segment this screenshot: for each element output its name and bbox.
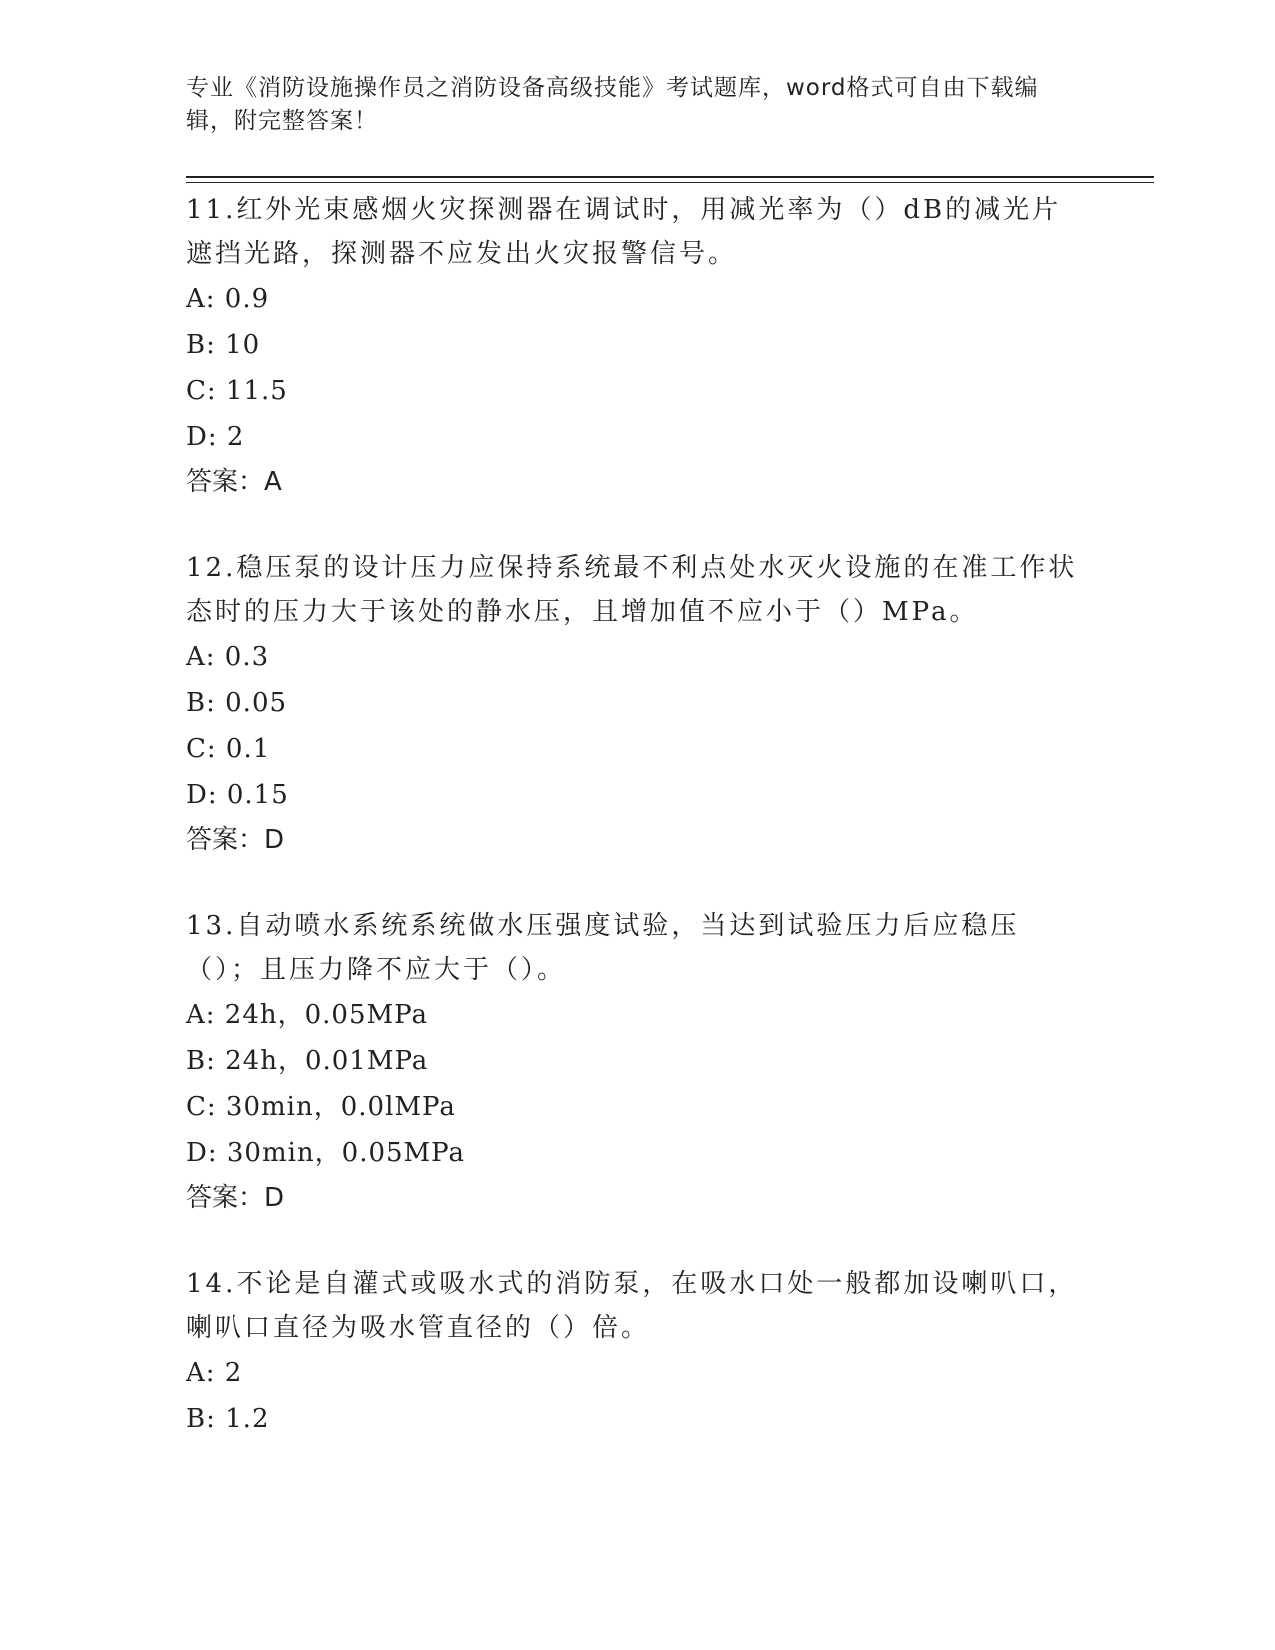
- document-header: 专业《消防设施操作员之消防设备高级技能》考试题库，word格式可自由下载编辑，附完整答案！: [186, 75, 1039, 134]
- question-item: [186, 904, 1086, 1220]
- option-d: D: 0.15: [186, 780, 289, 810]
- option-b: B: 10: [186, 330, 261, 360]
- option-d: D: 2: [186, 422, 245, 452]
- option-c: C: 11.5: [186, 376, 288, 406]
- option-c: C: 0.1: [186, 734, 271, 764]
- option-c: C: 30min，0.0lMPa: [186, 1092, 456, 1122]
- question-stem: 12.稳压泵的设计压力应保持系统最不利点处水灭火设施的在准工作状态时的压力大于该处的静水压，且增加值不应小于（）MPa。: [186, 553, 1078, 627]
- question-stem: 14.不论是自灌式或吸水式的消防泵，在吸水口处一般都加设喇叭口，喇叭口直径为吸水管直径的（）倍。: [186, 1269, 1078, 1343]
- header-rule-thin: [186, 182, 1154, 183]
- option-b: B: 24h，0.01MPa: [186, 1046, 429, 1076]
- answer-line: 答案：D: [186, 1183, 285, 1213]
- question-item: [186, 546, 1086, 862]
- question-item: [186, 1262, 1086, 1442]
- option-b: B: 1.2: [186, 1404, 270, 1434]
- question-list: [186, 188, 1086, 1484]
- answer-line: 答案：A: [186, 467, 282, 497]
- option-b: B: 0.05: [186, 688, 288, 718]
- header-rule-thick: [186, 176, 1154, 178]
- question-item: [186, 188, 1086, 504]
- option-d: D: 30min，0.05MPa: [186, 1138, 466, 1168]
- option-a: A: 0.9: [186, 284, 270, 314]
- question-stem: 13.自动喷水系统系统做水压强度试验，当达到试验压力后应稳压（）；且压力降不应大于（）。: [186, 911, 1020, 985]
- option-a: A: 24h，0.05MPa: [186, 1000, 428, 1030]
- answer-line: 答案：D: [186, 825, 285, 855]
- option-a: A: 0.3: [186, 642, 270, 672]
- question-stem: 11.红外光束感烟火灾探测器在调试时，用减光率为（）dB的减光片遮挡光路，探测器不应发出火灾报警信号。: [186, 195, 1062, 269]
- option-a: A: 2: [186, 1358, 243, 1388]
